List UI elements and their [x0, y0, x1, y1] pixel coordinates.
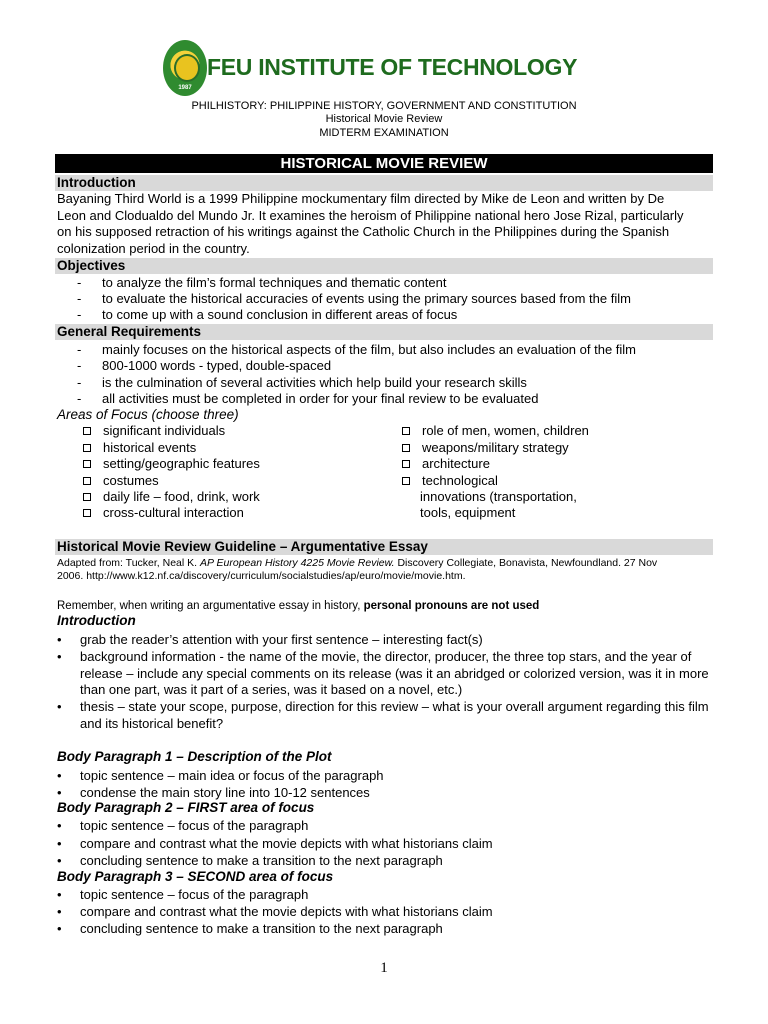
essay-intro-item: • thesis – state your scope, purpose, direction for this review – what is your overall argument regarding this film and its historical benefit?	[57, 699, 709, 731]
square-bullet-icon	[83, 460, 91, 468]
requirement-item: - 800-1000 words - typed, double-spaced	[77, 358, 332, 373]
intro-line: on his supposed retraction of his writings against the Catholic Church in the Philippines during the Spanish	[57, 224, 670, 239]
areas-heading: Areas of Focus (choose three)	[57, 407, 239, 422]
body1-item: • topic sentence – main idea or focus of the paragraph	[57, 768, 384, 783]
objective-item: - to come up with a sound conclusion in different areas of focus	[77, 307, 458, 322]
area-option: architecture	[402, 456, 490, 472]
square-bullet-icon	[402, 460, 410, 468]
section-heading-requirements: General Requirements	[55, 324, 713, 340]
intro-line: Bayaning Third World is a 1999 Philippine mockumentary film directed by Mike de Leon and written by De	[57, 191, 665, 206]
section-heading-guideline: Historical Movie Review Guideline – Argumentative Essay	[55, 539, 713, 555]
section-heading-objectives: Objectives	[55, 258, 713, 274]
square-bullet-icon	[402, 427, 410, 435]
area-option-continued: innovations (transportation,	[420, 489, 577, 504]
body3-item: • topic sentence – focus of the paragraph	[57, 887, 309, 902]
square-bullet-icon	[402, 477, 410, 485]
square-bullet-icon	[83, 427, 91, 435]
body2-item: • compare and contrast what the movie depicts with what historians claim	[57, 836, 493, 851]
body2-item: • concluding sentence to make a transition to the next paragraph	[57, 853, 443, 868]
requirement-item: - all activities must be completed in order for your final review to be evaluated	[77, 391, 539, 406]
body2-item: • topic sentence – focus of the paragraph	[57, 818, 309, 833]
area-option: costumes	[83, 473, 159, 489]
area-option: daily life – food, drink, work	[83, 489, 260, 505]
body3-item: • compare and contrast what the movie depicts with what historians claim	[57, 904, 493, 919]
institution-logo	[163, 38, 583, 98]
square-bullet-icon	[402, 444, 410, 452]
review-subtitle: Historical Movie Review	[325, 113, 443, 125]
essay-intro-item: • grab the reader’s attention with your first sentence – interesting fact(s)	[57, 632, 483, 647]
seal-icon	[163, 40, 207, 96]
area-option: role of men, women, children	[402, 423, 589, 439]
area-option: significant individuals	[83, 423, 225, 439]
remember-note: Remember, when writing an argumentative essay in history, personal pronouns are not used	[57, 600, 540, 612]
page-number: 1	[380, 960, 388, 976]
seal-year: 1987	[178, 85, 192, 91]
body3-item: • concluding sentence to make a transition to the next paragraph	[57, 921, 443, 936]
requirement-item: - is the culmination of several activities which help build your research skills	[77, 375, 527, 390]
body-paragraph-2-heading: Body Paragraph 2 – FIRST area of focus	[57, 800, 315, 815]
square-bullet-icon	[83, 493, 91, 501]
area-option: weapons/military strategy	[402, 440, 569, 456]
objective-item: - to analyze the film’s formal techniques and thematic content	[77, 275, 447, 290]
square-bullet-icon	[83, 509, 91, 517]
requirement-item: - mainly focuses on the historical aspects of the film, but also includes an evaluation of the film	[77, 342, 637, 357]
adapted-from-citation-url: 2006. http://www.k12.nf.ca/discovery/curriculum/socialstudies/ap/euro/movie/movie.htm.	[57, 570, 466, 582]
adapted-from-citation: Adapted from: Tucker, Neal K. AP European History 4225 Movie Review. Discovery Collegiate, Bonavista, Newfoundland. 27 Nov	[57, 557, 658, 569]
essay-intro-item: • background information - the name of the movie, the director, producer, the three top stars, and the year of release – include any special comments on its release (was it an abridged or colorized version, was it in more than one part, was it part of a series, was it based on a novel, etc.)	[57, 649, 709, 697]
body-paragraph-1-heading: Body Paragraph 1 – Description of the Plot	[57, 749, 332, 764]
body1-item: • condense the main story line into 10-12 sentences	[57, 785, 370, 800]
intro-line: Leon and Clodualdo del Mundo Jr. It examines the heroism of Philippine national hero Jose Rizal, particularly	[57, 207, 684, 223]
square-bullet-icon	[83, 477, 91, 485]
body-paragraph-3-heading: Body Paragraph 3 – SECOND area of focus	[57, 869, 334, 884]
school-name: FEU INSTITUTE OF TECHNOLOGY	[207, 54, 578, 80]
area-option: cross-cultural interaction	[83, 505, 244, 521]
page-title: HISTORICAL MOVIE REVIEW	[55, 154, 713, 173]
essay-intro-heading: Introduction	[57, 613, 136, 628]
area-option: historical events	[83, 440, 196, 456]
course-title: PHILHISTORY: PHILIPPINE HISTORY, GOVERNMENT AND CONSTITUTION	[191, 100, 577, 112]
section-heading-introduction: Introduction	[55, 175, 713, 191]
area-option-continued: tools, equipment	[420, 505, 516, 520]
square-bullet-icon	[83, 444, 91, 452]
exam-label: MIDTERM EXAMINATION	[319, 127, 449, 139]
area-option: technological	[402, 473, 498, 489]
intro-line: colonization period in the country.	[57, 240, 250, 256]
introduction-paragraph	[57, 191, 713, 257]
area-option: setting/geographic features	[83, 456, 260, 472]
objective-item: - to evaluate the historical accuracies of events using the primary sources based from the film	[77, 291, 631, 306]
